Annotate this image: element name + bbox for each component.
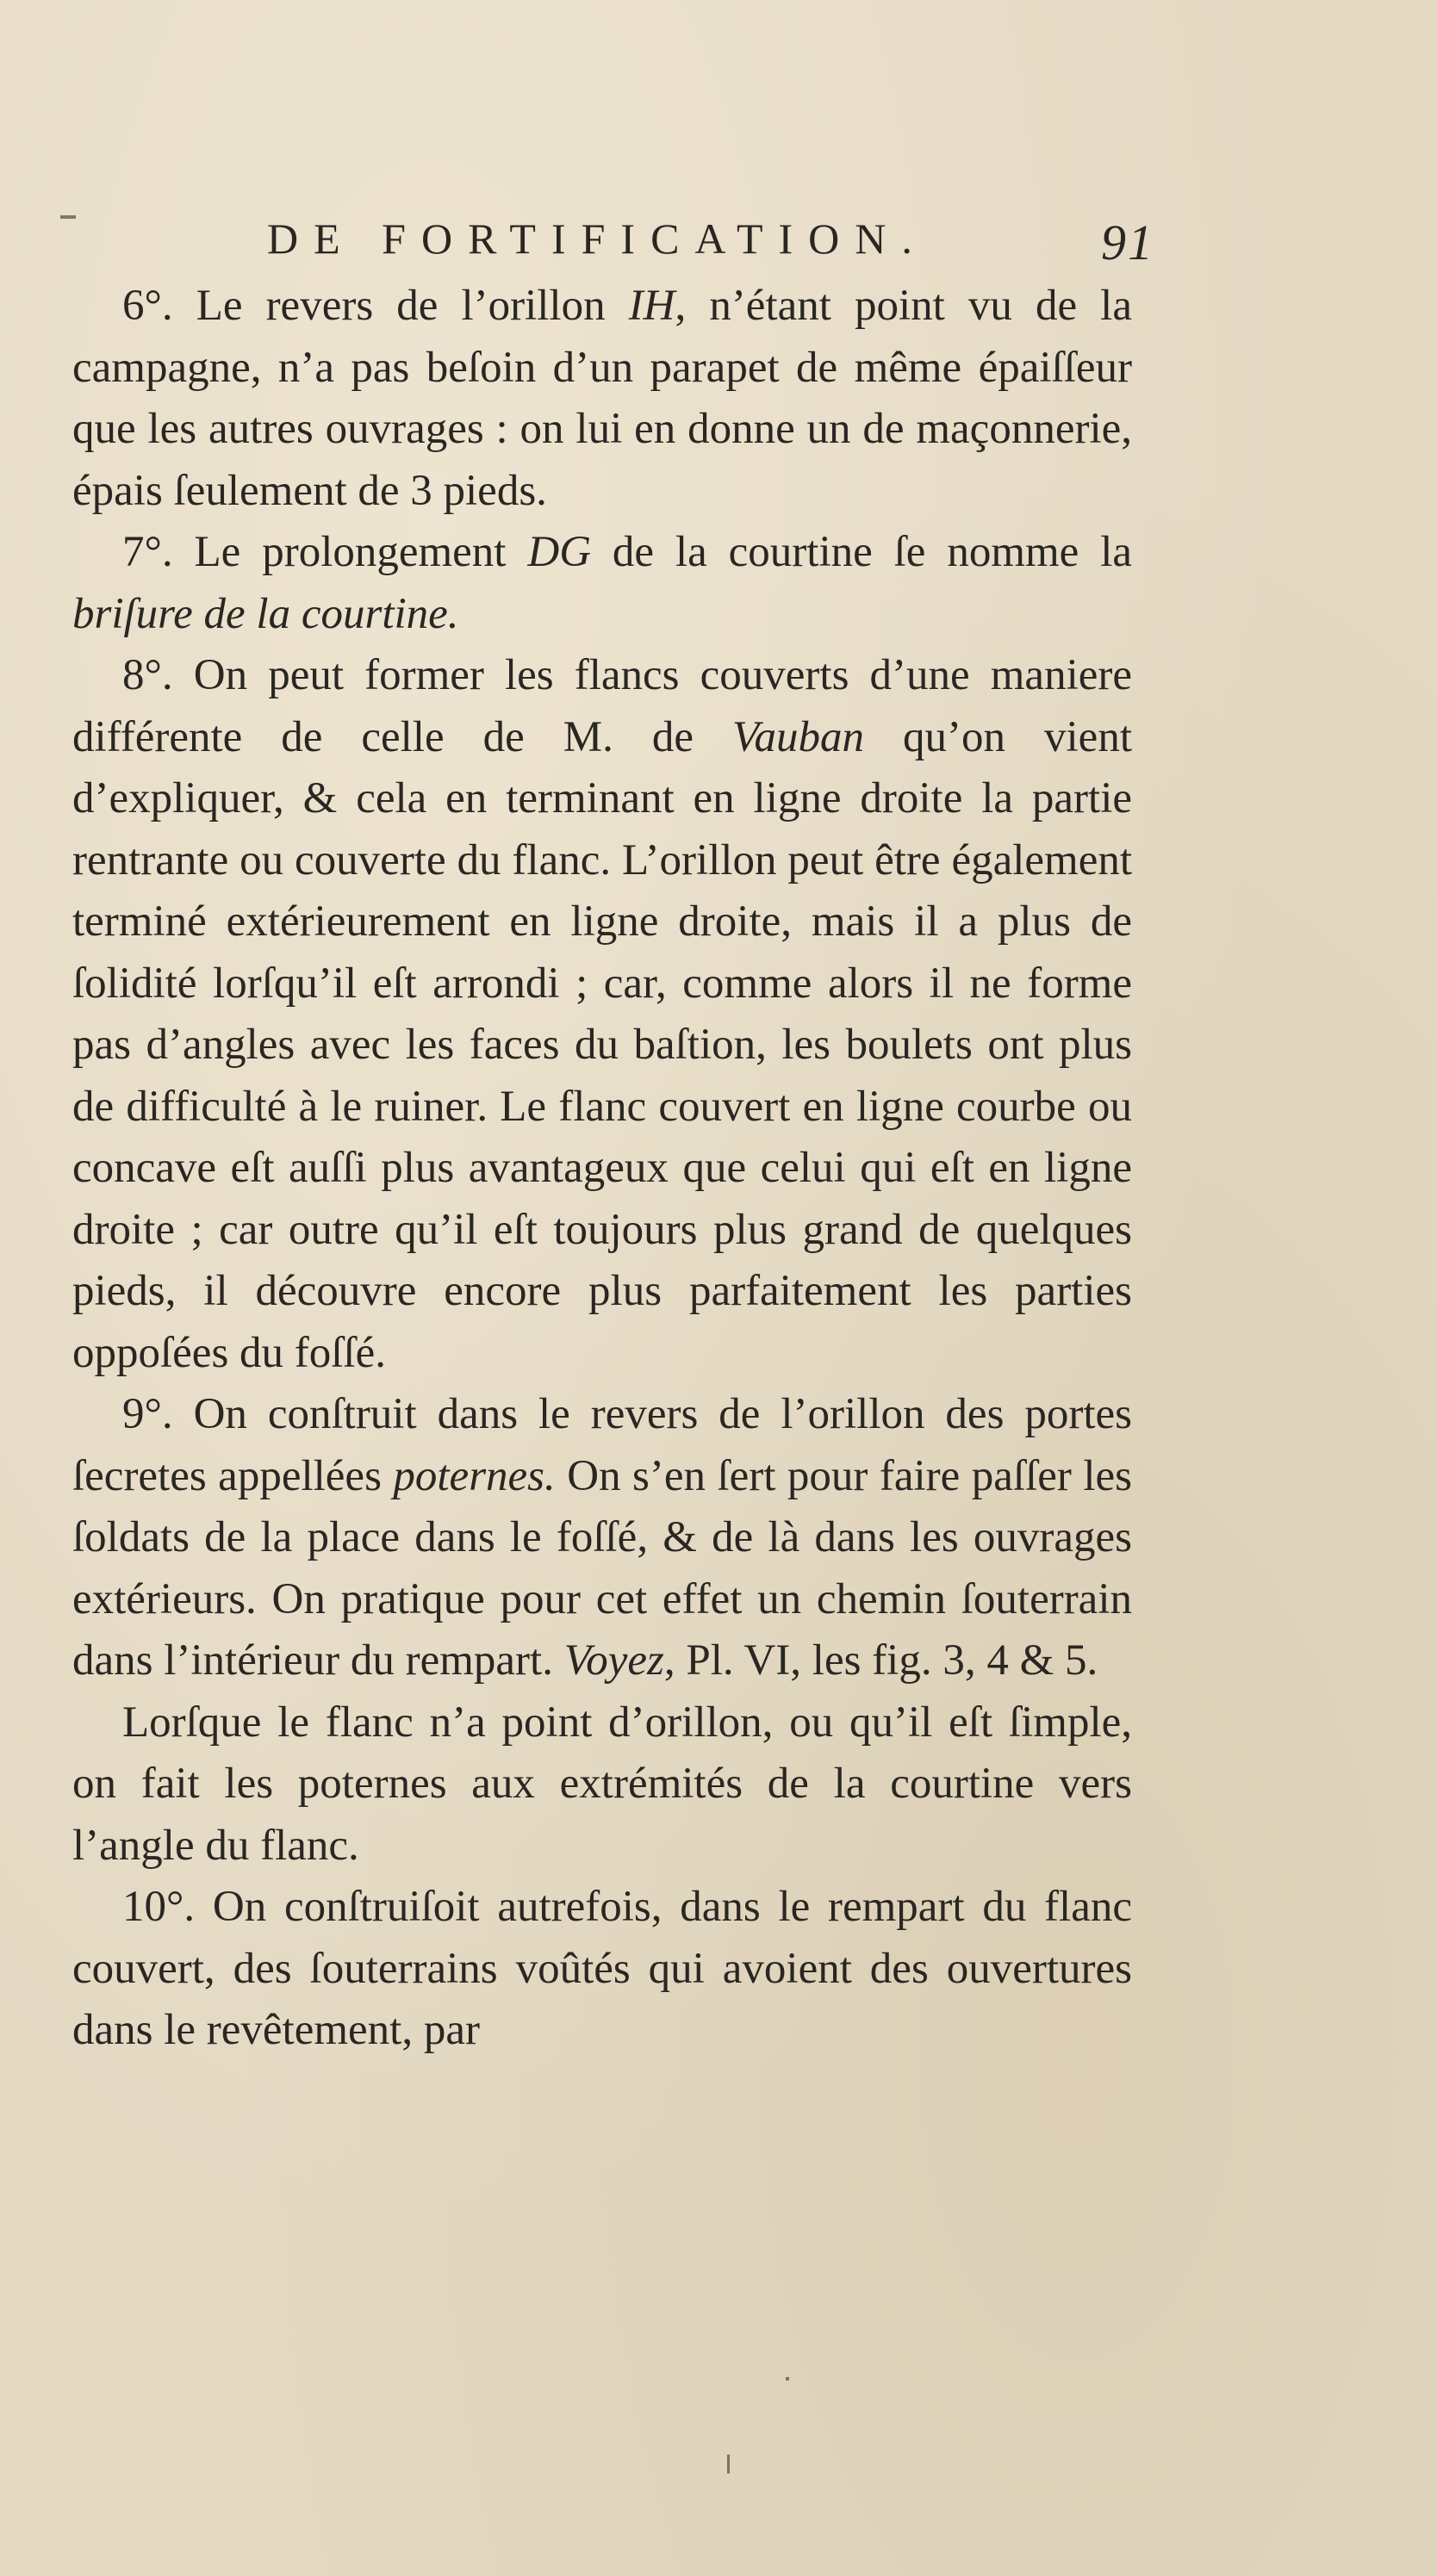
text-run: Lorſque le flanc n’a point d’orillon, ou qu’il eſt ſimple, on fait les poternes aux extrémités de la courtine vers l’angle du flanc. [72,1698,1132,1870]
running-title: DE FORTIFICATION. [267,214,928,263]
paragraph-8 [72,645,1132,1384]
text-run: , n’étant point vu de la campagne, n’a pas beſoin d’un parapet de même épaiſſeur que les autres ouvrages : on lui en donne un de maçonnerie, épais ſeulement de 3 pieds. [72,282,1132,515]
text-run: de la courtine ſe nomme la [591,528,1133,576]
italic-text: Vauban [732,712,865,761]
italic-text: IH [628,282,675,330]
ink-speck [786,2377,789,2380]
paragraph-10 [72,1877,1132,2062]
text-run: On s’en ſert pour faire paſſer les ſoldats de la place dans le foſſé, & de là dans les ouvrages extérieurs. On pratique pour cet effet un chemin ſouterrain dans l’intérieur du rempart. [72,1451,1132,1685]
text-run: 7°. Le prolongement [122,528,528,576]
text-run: 6°. Le revers de l’orillon [122,282,629,330]
text-run: 10°. On conſtruiſoit autrefois, dans le rempart du flanc couvert, des ſouterrains voûtés qui avoient des ouvertures dans le revêtement, par [72,1883,1132,2054]
text-run: qu’on vient d’expliquer, & cela en terminant en ligne droite la partie rentrante ou couverte du flanc. L’orillon peut être également terminé extérieurement en ligne droite, mais il a plus de ſolidité lorſqu’il eſt arrondi ; car, comme alors il ne forme pas d’angles avec les faces du baſtion, les boulets ont plus de difficulté à le ruiner. Le flanc couvert en ligne courbe ou concave eſt auſſi plus avantageux que celui qui eſt en ligne droite ; car outre qu’il eſt toujours plus grand de quelques pieds, il découvre encore plus parfaitement les parties oppoſées du foſſé. [72,712,1132,1377]
italic-text: DG [527,528,592,576]
italic-text: poternes. [393,1451,556,1500]
ink-speck [60,215,76,219]
paragraph-6 [72,276,1132,522]
page-number: 91 [1101,214,1154,270]
paragraph-9 [72,1384,1132,1692]
paragraph-7 [72,522,1132,645]
italic-text: Voyez [563,1636,664,1685]
text-run: 9°. On conſtruit dans le revers de l’orillon des portes ſecretes appellées [72,1390,1132,1500]
italic-text: briſure de la courtine. [72,589,459,638]
ink-speck [727,2455,730,2474]
text-run: 8°. On peut former les flancs couverts d’une maniere différente de celle de M. de [72,651,1132,761]
running-header [267,214,1172,274]
text-run: , Pl. VI, les fig. 3, 4 & 5. [663,1636,1098,1685]
paragraph-9-continued [72,1692,1132,1878]
body-text [72,276,1132,2062]
